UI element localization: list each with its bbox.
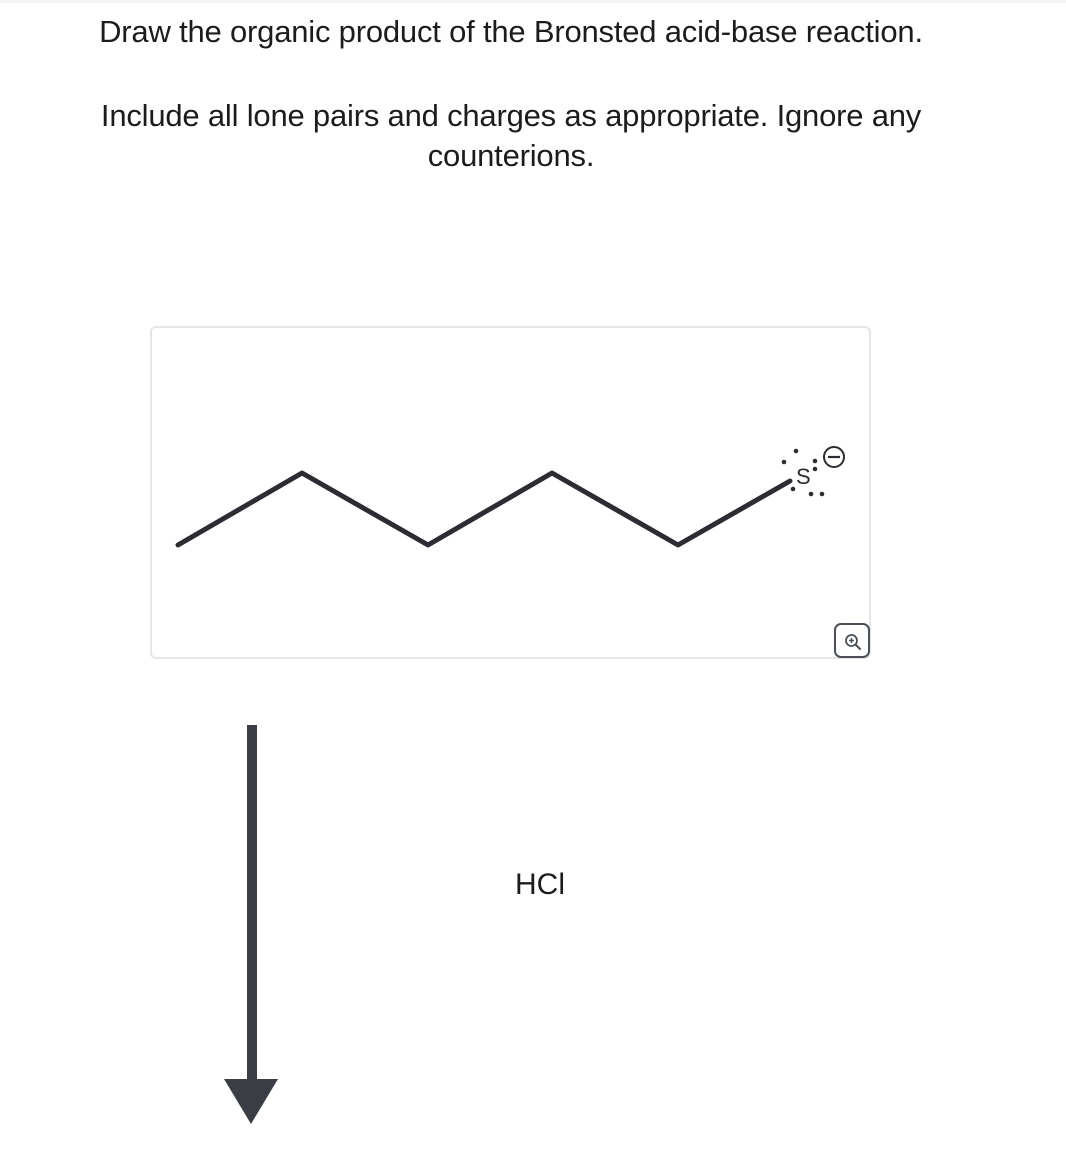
arrow-shaft — [247, 725, 257, 1085]
sulfur-atom-label: S — [796, 464, 811, 489]
instructions-line-2: counterions. — [427, 138, 595, 173]
reagent-label: HCl — [515, 868, 565, 901]
instructions-line-1: Include all lone pairs and charges as appropriate. Ignore any — [100, 98, 922, 133]
arrow-down-icon — [224, 1079, 278, 1124]
question-title: Draw the organic product of the Bronsted acid-base reaction. — [99, 14, 923, 49]
